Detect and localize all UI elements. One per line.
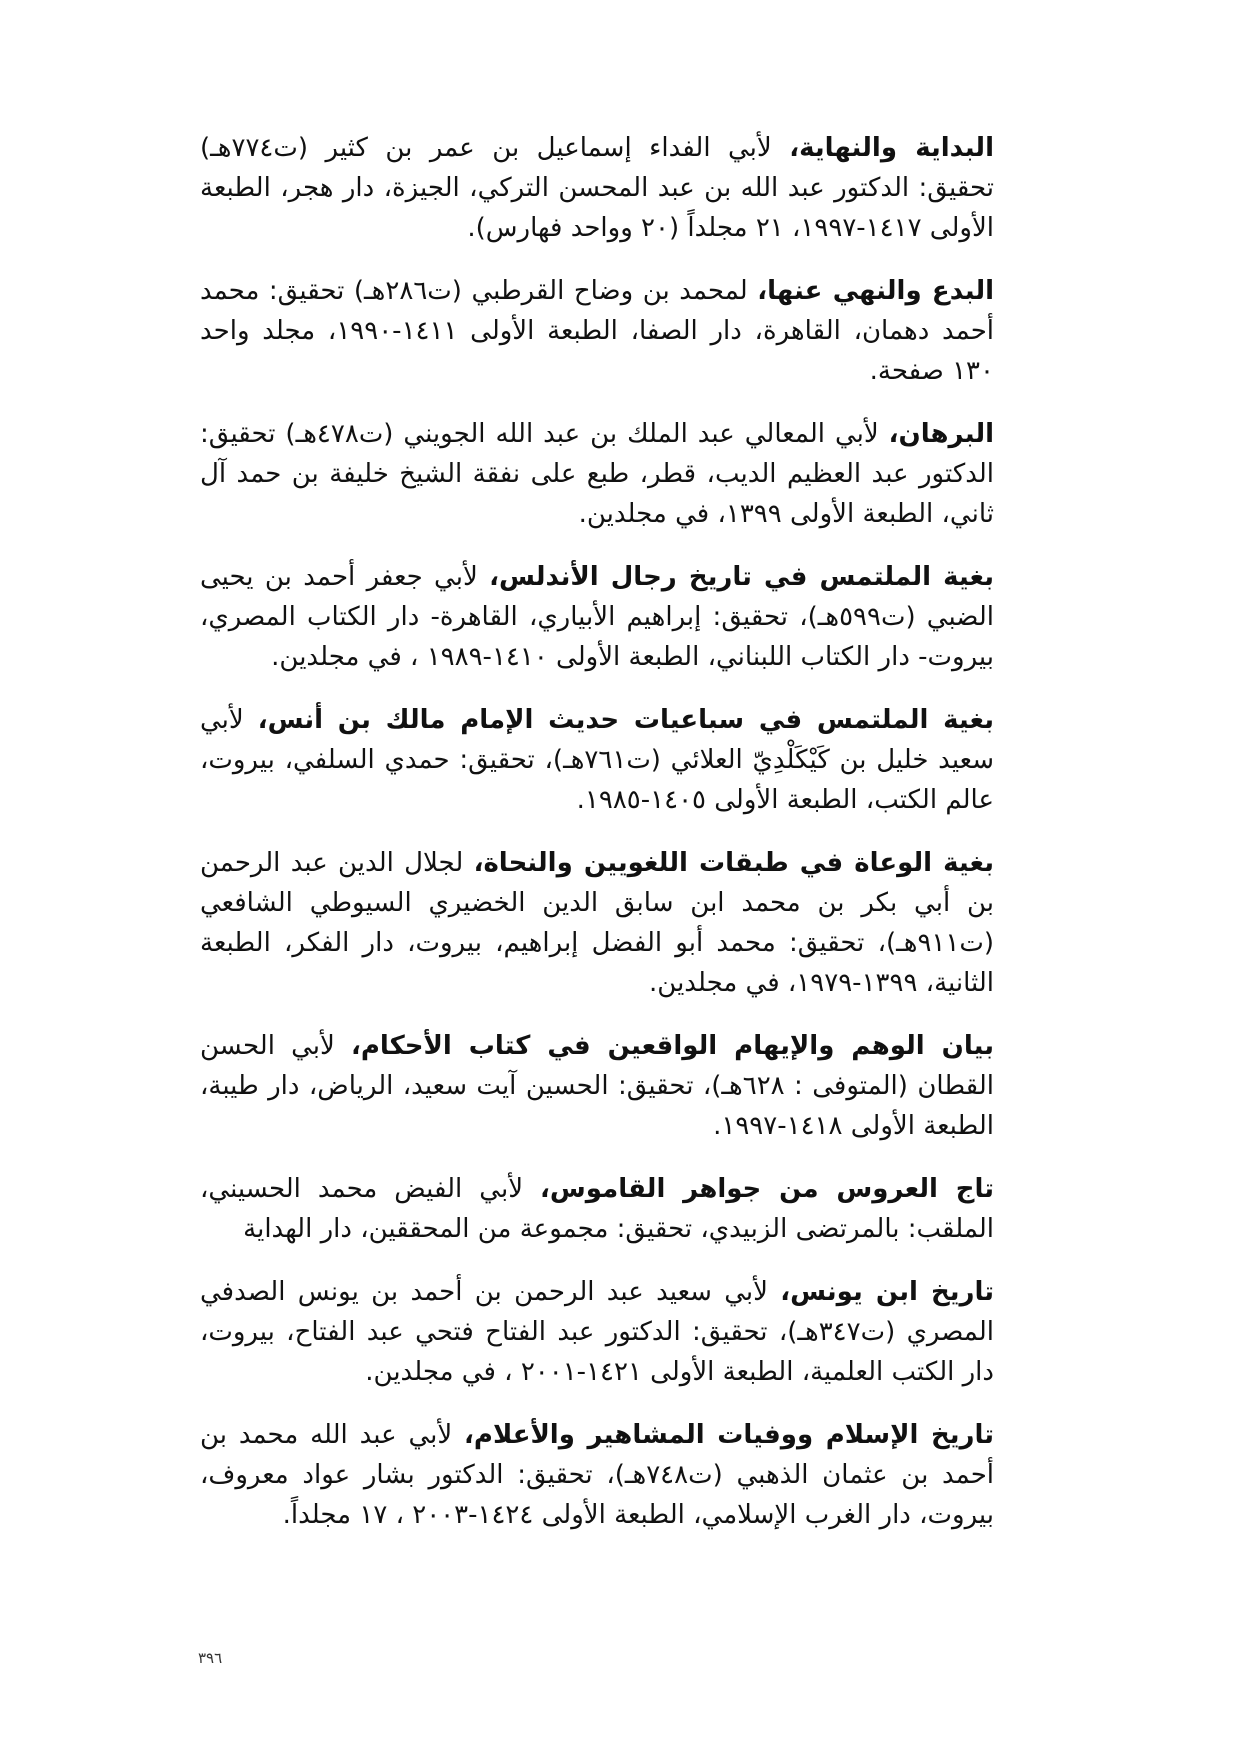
bibliography-entry [200, 271, 994, 391]
bibliography-entry [200, 1026, 994, 1146]
entry-title: البداية والنهاية، [789, 133, 994, 163]
bibliography-entry [200, 1272, 994, 1392]
entry-text: لأبي سعيد عبد الرحمن بن أحمد بن يونس الصدفي المصري (ت٣٤٧هـ)، تحقيق: الدكتور عبد الفتاح فتحي عبد الفتاح، بيروت، دار الكتب العلمية، الطبعة الأولى ١٤٢١-٢٠٠١ ، في مجلدين. [200, 1277, 994, 1387]
entry-text: لأبي سعيد خليل بن كَيْكَلْدِيّ العلائي (ت٧٦١هـ)، تحقيق: حمدي السلفي، بيروت، عالم الكتب، الطبعة الأولى ١٤٠٥-١٩٨٥. [200, 705, 994, 815]
entry-title: بغية الملتمس في تاريخ رجال الأندلس، [489, 562, 994, 592]
bibliography-entry [200, 700, 994, 820]
bibliography-entry [200, 557, 994, 677]
entry-title: البرهان، [888, 419, 994, 449]
entry-text: لأبي الحسن القطان (المتوفى : ٦٢٨هـ)، تحقيق: الحسين آيت سعيد، الرياض، دار طيبة، الطبعة الأولى ١٤١٨-١٩٩٧. [200, 1031, 994, 1141]
entry-title: تاج العروس من جواهر القاموس، [540, 1174, 995, 1204]
entry-text: لأبي الفداء إسماعيل بن عمر بن كثير (ت٧٧٤هـ) تحقيق: الدكتور عبد الله بن عبد المحسن التركي، الجيزة، دار هجر، الطبعة الأولى ١٤١٧-١٩٩٧، ٢١ مجلداً (٢٠ وواحد فهارس). [200, 133, 994, 243]
entry-title: بيان الوهم والإيهام الواقعين في كتاب الأحكام، [350, 1031, 994, 1061]
bibliography-entry [200, 843, 994, 1003]
entry-text: لأبي عبد الله محمد بن أحمد بن عثمان الذهبي (ت٧٤٨هـ)، تحقيق: الدكتور بشار عواد معروف، بيروت، دار الغرب الإسلامي، الطبعة الأولى ١٤٢٤-٢٠٠٣ ، ١٧ مجلداً. [200, 1420, 994, 1530]
entry-title: تاريخ ابن يونس، [780, 1277, 994, 1307]
bibliography-entry [200, 1169, 994, 1249]
entry-text: لجلال الدين عبد الرحمن بن أبي بكر بن محمد ابن سابق الدين الخضيري السيوطي الشافعي (ت٩١١هـ)، تحقيق: محمد أبو الفضل إبراهيم، بيروت، دار الفكر، الطبعة الثانية، ١٣٩٩-١٩٧٩، في مجلدين. [200, 848, 994, 998]
bibliography-list [200, 128, 994, 1558]
entry-text: لمحمد بن وضاح القرطبي (ت٢٨٦هـ) تحقيق: محمد أحمد دهمان، القاهرة، دار الصفا، الطبعة الأولى ١٤١١-١٩٩٠، مجلد واحد ١٣٠ صفحة. [200, 276, 994, 386]
entry-text: لأبي جعفر أحمد بن يحيى الضبي (ت٥٩٩هـ)، تحقيق: إبراهيم الأبياري، القاهرة- دار الكتاب المصري، بيروت- دار الكتاب اللبناني، الطبعة الأولى ١٤١٠-١٩٨٩ ، في مجلدين. [200, 562, 994, 672]
entry-text: لأبي الفيض محمد الحسيني، الملقب: بالمرتضى الزبيدي، تحقيق: مجموعة من المحققين، دار الهداية [200, 1174, 994, 1244]
bibliography-entry [200, 1415, 994, 1535]
entry-title: بغية الوعاة في طبقات اللغويين والنحاة، [473, 848, 994, 878]
entry-title: البدع والنهي عنها، [757, 276, 994, 306]
entry-title: بغية الملتمس في سباعيات حديث الإمام مالك بن أنس، [257, 705, 994, 735]
bibliography-entry [200, 414, 994, 534]
bibliography-entry [200, 128, 994, 248]
page-number: ٣٩٦ [198, 1649, 223, 1667]
entry-title: تاريخ الإسلام ووفيات المشاهير والأعلام، [464, 1420, 994, 1450]
entry-text: لأبي المعالي عبد الملك بن عبد الله الجويني (ت٤٧٨هـ) تحقيق: الدكتور عبد العظيم الديب، قطر، طبع على نفقة الشيخ خليفة بن حمد آل ثاني، الطبعة الأولى ١٣٩٩، في مجلدين. [200, 419, 994, 529]
